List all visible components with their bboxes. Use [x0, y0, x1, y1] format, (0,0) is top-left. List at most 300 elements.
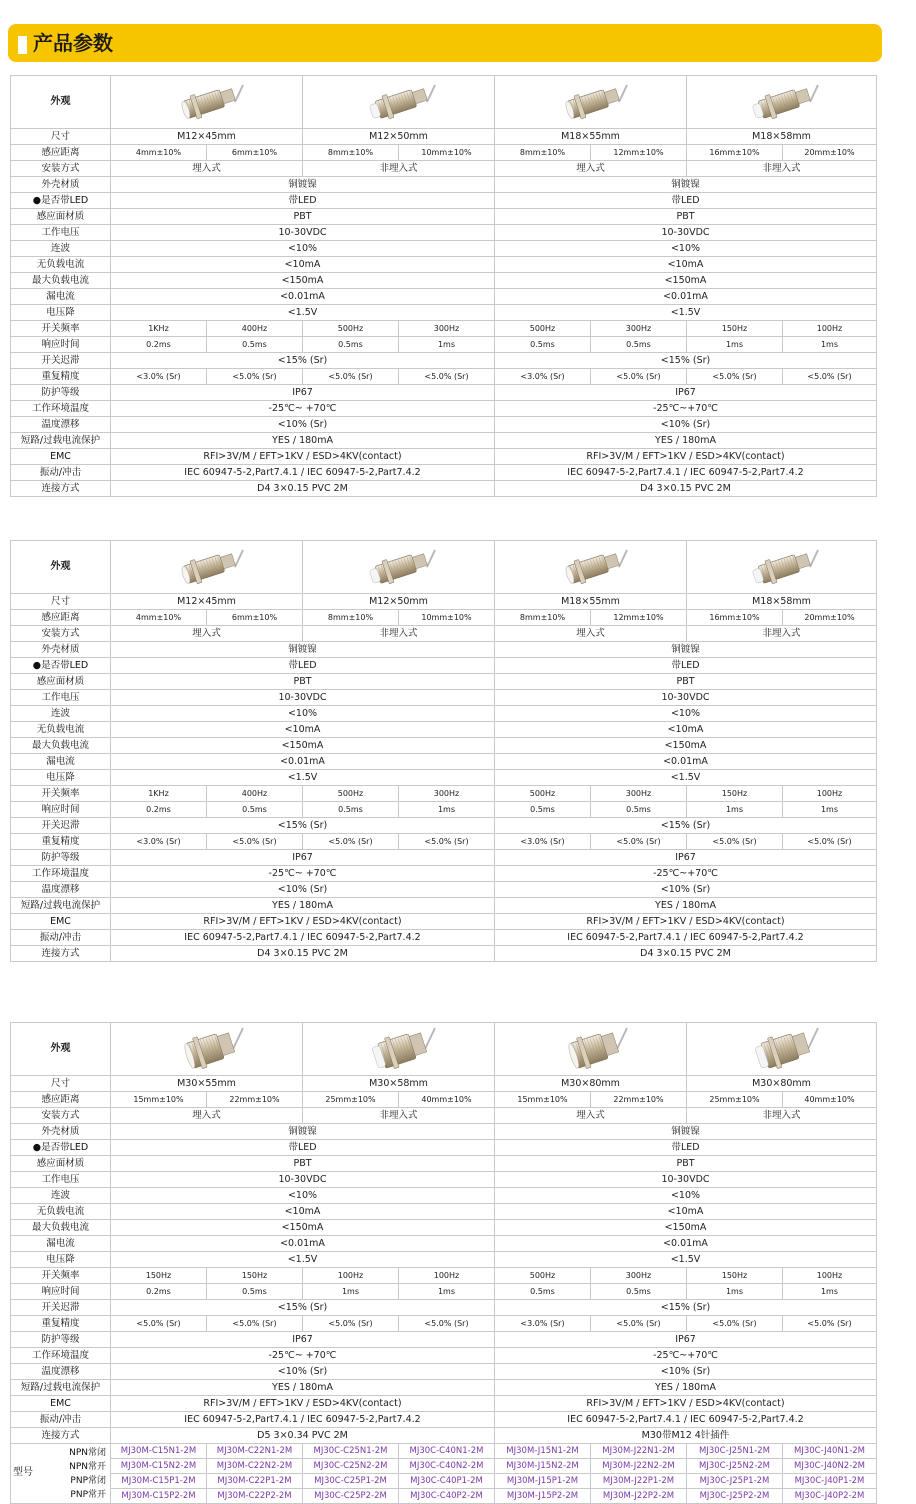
model-number: MJ30C-J25P1-2M	[687, 1474, 783, 1489]
label-led: ●是否带LED	[11, 1140, 111, 1156]
label-distance: 感应距离	[11, 1092, 111, 1108]
resp-value: 0.5ms	[303, 337, 399, 353]
repeat-value: <5.0% (Sr)	[111, 1316, 207, 1332]
repeat-value: <3.0% (Sr)	[495, 369, 591, 385]
row-shell	[11, 642, 877, 658]
repeat-value: <5.0% (Sr)	[303, 369, 399, 385]
row-protect	[11, 385, 877, 401]
label-distance: 感应距离	[11, 145, 111, 161]
size-value: M30×80mm	[495, 1076, 687, 1092]
noload-value: <10mA	[111, 1204, 495, 1220]
vib-value: IEC 60947-5-2,Part7.4.1 / IEC 60947-5-2,Part7.4.2	[495, 1412, 877, 1428]
freq-value: 500Hz	[495, 1268, 591, 1284]
sensor-image-cell	[111, 1023, 303, 1076]
drift-value: <10% (Sr)	[495, 882, 877, 898]
label-size: 尺寸	[11, 1076, 111, 1092]
resp-value: 1ms	[303, 1284, 399, 1300]
row-noload	[11, 1204, 877, 1220]
row-temp	[11, 866, 877, 882]
drift-value: <10% (Sr)	[495, 1364, 877, 1380]
face-value: PBT	[495, 1156, 877, 1172]
sensor-product-image	[167, 544, 247, 590]
row-leak	[11, 754, 877, 770]
row-emc	[11, 914, 877, 930]
distance-value: 20mm±10%	[783, 610, 877, 626]
label-resp: 响应时间	[11, 802, 111, 818]
vib-value: IEC 60947-5-2,Part7.4.1 / IEC 60947-5-2,Part7.4.2	[495, 930, 877, 946]
install-value: 埋入式	[111, 161, 303, 177]
label-temp: 工作环境温度	[11, 866, 111, 882]
row-voltage	[11, 690, 877, 706]
row-vib	[11, 930, 877, 946]
short-value: YES / 180mA	[495, 433, 877, 449]
model-number: MJ30C-J40N2-2M	[783, 1459, 877, 1474]
label-resp: 响应时间	[11, 337, 111, 353]
freq-value: 150Hz	[687, 321, 783, 337]
sensor-product-image	[359, 544, 439, 590]
face-value: PBT	[111, 674, 495, 690]
shell-value: 铜镀镍	[111, 1124, 495, 1140]
row-appearance	[11, 76, 877, 129]
noload-value: <10mA	[111, 722, 495, 738]
section-header	[8, 24, 882, 62]
freq-value: 100Hz	[783, 786, 877, 802]
emc-value: RFI>3V/M / EFT>1KV / ESD>4KV(contact)	[111, 449, 495, 465]
freq-value: 500Hz	[495, 321, 591, 337]
row-drop	[11, 770, 877, 786]
resp-value: 1ms	[783, 337, 877, 353]
repeat-value: <5.0% (Sr)	[207, 369, 303, 385]
repeat-value: <5.0% (Sr)	[687, 369, 783, 385]
freq-value: 150Hz	[687, 1268, 783, 1284]
repeat-value: <5.0% (Sr)	[303, 834, 399, 850]
size-value: M18×58mm	[687, 129, 877, 145]
temp-value: -25℃~+70℃	[495, 1348, 877, 1364]
freq-value: 300Hz	[591, 1268, 687, 1284]
maxload-value: <150mA	[495, 273, 877, 289]
install-value: 非埋入式	[303, 626, 495, 642]
label-repeat: 重复精度	[11, 369, 111, 385]
row-drift	[11, 417, 877, 433]
sensor-product-image	[167, 79, 247, 125]
label-conn: 连接方式	[11, 1428, 111, 1444]
conn-value: D5 3×0.34 PVC 2M	[111, 1428, 495, 1444]
row-face	[11, 1156, 877, 1172]
label-shell: 外壳材质	[11, 177, 111, 193]
repeat-value: <5.0% (Sr)	[591, 369, 687, 385]
noload-value: <10mA	[495, 722, 877, 738]
resp-value: 0.2ms	[111, 337, 207, 353]
ripple-value: <10%	[111, 706, 495, 722]
sensor-product-image	[742, 79, 822, 125]
label-shell: 外壳材质	[11, 1124, 111, 1140]
freq-value: 100Hz	[303, 1268, 399, 1284]
sensor-product-image	[742, 1026, 822, 1072]
label-protect: 防护等级	[11, 385, 111, 401]
protect-value: IP67	[111, 1332, 495, 1348]
distance-value: 40mm±10%	[399, 1092, 495, 1108]
row-protect	[11, 1332, 877, 1348]
row-led	[11, 1140, 877, 1156]
distance-value: 4mm±10%	[111, 610, 207, 626]
row-install	[11, 626, 877, 642]
resp-value: 0.5ms	[303, 802, 399, 818]
freq-value: 150Hz	[111, 1268, 207, 1284]
label-voltage: 工作电压	[11, 1172, 111, 1188]
resp-value: 1ms	[687, 802, 783, 818]
label-drop: 电压降	[11, 770, 111, 786]
label-leak: 漏电流	[11, 1236, 111, 1252]
ripple-value: <10%	[495, 706, 877, 722]
resp-value: 0.5ms	[591, 802, 687, 818]
row-vib	[11, 1412, 877, 1428]
model-number: MJ30M-J22P2-2M	[591, 1489, 687, 1504]
protect-value: IP67	[111, 385, 495, 401]
leak-value: <0.01mA	[495, 754, 877, 770]
repeat-value: <5.0% (Sr)	[591, 1316, 687, 1332]
temp-value: -25℃~ +70℃	[111, 401, 495, 417]
row-face	[11, 674, 877, 690]
label-drop: 电压降	[11, 305, 111, 321]
freq-value: 300Hz	[591, 786, 687, 802]
voltage-value: 10-30VDC	[111, 225, 495, 241]
label-appearance: 外观	[11, 541, 111, 594]
leak-value: <0.01mA	[495, 1236, 877, 1252]
model-number: MJ30C-C40N2-2M	[399, 1459, 495, 1474]
row-vib	[11, 465, 877, 481]
distance-value: 25mm±10%	[303, 1092, 399, 1108]
label-ripple: 连波	[11, 1188, 111, 1204]
label-conn: 连接方式	[11, 946, 111, 962]
repeat-value: <3.0% (Sr)	[495, 1316, 591, 1332]
label-repeat: 重复精度	[11, 1316, 111, 1332]
label-short: 短路/过载电流保护	[11, 1380, 111, 1396]
row-repeat	[11, 369, 877, 385]
model-number: MJ30C-J40N1-2M	[783, 1444, 877, 1459]
label-ripple: 连波	[11, 241, 111, 257]
drift-value: <10% (Sr)	[495, 417, 877, 433]
distance-value: 8mm±10%	[303, 610, 399, 626]
label-appearance: 外观	[11, 1023, 111, 1076]
hyst-value: <15% (Sr)	[495, 1300, 877, 1316]
label-temp: 工作环境温度	[11, 1348, 111, 1364]
emc-value: RFI>3V/M / EFT>1KV / ESD>4KV(contact)	[111, 1396, 495, 1412]
row-size	[11, 1076, 877, 1092]
size-value: M12×45mm	[111, 129, 303, 145]
row-distance	[11, 610, 877, 626]
led-value: 带LED	[495, 658, 877, 674]
maxload-value: <150mA	[111, 273, 495, 289]
model-number: MJ30C-C25N2-2M	[303, 1459, 399, 1474]
leak-value: <0.01mA	[495, 289, 877, 305]
label-model	[11, 1444, 111, 1504]
row-install	[11, 1108, 877, 1124]
maxload-value: <150mA	[495, 738, 877, 754]
row-freq	[11, 321, 877, 337]
row-freq	[11, 1268, 877, 1284]
model-number: MJ30M-C22N1-2M	[207, 1444, 303, 1459]
label-install: 安装方式	[11, 1108, 111, 1124]
label-face: 感应面材质	[11, 1156, 111, 1172]
maxload-value: <150mA	[111, 738, 495, 754]
freq-value: 500Hz	[303, 786, 399, 802]
label-ripple: 连波	[11, 706, 111, 722]
model-number: MJ30M-C15N1-2M	[111, 1444, 207, 1459]
resp-value: 0.5ms	[495, 802, 591, 818]
resp-value: 0.2ms	[111, 802, 207, 818]
conn-value: D4 3×0.15 PVC 2M	[111, 481, 495, 497]
distance-value: 8mm±10%	[303, 145, 399, 161]
row-shell	[11, 1124, 877, 1140]
label-resp: 响应时间	[11, 1284, 111, 1300]
emc-value: RFI>3V/M / EFT>1KV / ESD>4KV(contact)	[495, 914, 877, 930]
row-model	[11, 1489, 877, 1504]
conn-value: D4 3×0.15 PVC 2M	[495, 481, 877, 497]
hyst-value: <15% (Sr)	[111, 353, 495, 369]
distance-value: 8mm±10%	[495, 610, 591, 626]
leak-value: <0.01mA	[111, 289, 495, 305]
resp-value: 0.5ms	[591, 337, 687, 353]
label-install: 安装方式	[11, 161, 111, 177]
header-mark	[18, 36, 27, 54]
install-value: 非埋入式	[687, 626, 877, 642]
label-hyst: 开关迟滞	[11, 1300, 111, 1316]
install-value: 非埋入式	[303, 161, 495, 177]
label-install: 安装方式	[11, 626, 111, 642]
row-conn	[11, 481, 877, 497]
label-led: ●是否带LED	[11, 658, 111, 674]
label-drop: 电压降	[11, 1252, 111, 1268]
row-short	[11, 898, 877, 914]
repeat-value: <5.0% (Sr)	[783, 834, 877, 850]
emc-value: RFI>3V/M / EFT>1KV / ESD>4KV(contact)	[111, 914, 495, 930]
freq-value: 300Hz	[399, 786, 495, 802]
model-number: MJ30M-C15P1-2M	[111, 1474, 207, 1489]
label-distance: 感应距离	[11, 610, 111, 626]
model-number: MJ30M-J15N2-2M	[495, 1459, 591, 1474]
distance-value: 4mm±10%	[111, 145, 207, 161]
install-value: 埋入式	[495, 161, 687, 177]
vib-value: IEC 60947-5-2,Part7.4.1 / IEC 60947-5-2,Part7.4.2	[111, 1412, 495, 1428]
resp-value: 0.5ms	[591, 1284, 687, 1300]
label-drift: 温度漂移	[11, 1364, 111, 1380]
freq-value: 100Hz	[783, 1268, 877, 1284]
distance-value: 6mm±10%	[207, 610, 303, 626]
row-conn	[11, 946, 877, 962]
label-freq: 开关频率	[11, 1268, 111, 1284]
resp-value: 0.5ms	[207, 1284, 303, 1300]
row-emc	[11, 1396, 877, 1412]
resp-value: 1ms	[687, 1284, 783, 1300]
row-maxload	[11, 273, 877, 289]
resp-value: 1ms	[687, 337, 783, 353]
ripple-value: <10%	[495, 1188, 877, 1204]
model-number: MJ30C-C25P1-2M	[303, 1474, 399, 1489]
temp-value: -25℃~+70℃	[495, 401, 877, 417]
model-number: MJ30M-J15P2-2M	[495, 1489, 591, 1504]
repeat-value: <5.0% (Sr)	[591, 834, 687, 850]
distance-value: 10mm±10%	[399, 145, 495, 161]
row-temp	[11, 401, 877, 417]
sensor-image-cell	[687, 541, 877, 594]
row-resp	[11, 1284, 877, 1300]
vib-value: IEC 60947-5-2,Part7.4.1 / IEC 60947-5-2,Part7.4.2	[111, 465, 495, 481]
freq-value: 400Hz	[207, 321, 303, 337]
model-number: MJ30C-C40P2-2M	[399, 1489, 495, 1504]
sensor-image-cell	[303, 1023, 495, 1076]
emc-value: RFI>3V/M / EFT>1KV / ESD>4KV(contact)	[495, 1396, 877, 1412]
sensor-image-cell	[303, 541, 495, 594]
repeat-value: <5.0% (Sr)	[399, 369, 495, 385]
vib-value: IEC 60947-5-2,Part7.4.1 / IEC 60947-5-2,Part7.4.2	[111, 930, 495, 946]
row-noload	[11, 257, 877, 273]
row-distance	[11, 145, 877, 161]
row-maxload	[11, 1220, 877, 1236]
label-drift: 温度漂移	[11, 882, 111, 898]
sensor-image-cell	[111, 541, 303, 594]
row-ripple	[11, 1188, 877, 1204]
freq-value: 150Hz	[687, 786, 783, 802]
label-protect: 防护等级	[11, 1332, 111, 1348]
sensor-image-cell	[687, 1023, 877, 1076]
short-value: YES / 180mA	[495, 1380, 877, 1396]
model-number: MJ30C-J25N1-2M	[687, 1444, 783, 1459]
page-title: 产品参数	[33, 31, 113, 55]
repeat-value: <5.0% (Sr)	[207, 834, 303, 850]
row-hyst	[11, 1300, 877, 1316]
resp-value: 1ms	[399, 1284, 495, 1300]
row-led	[11, 658, 877, 674]
model-number: MJ30M-J15P1-2M	[495, 1474, 591, 1489]
distance-value: 8mm±10%	[495, 145, 591, 161]
voltage-value: 10-30VDC	[495, 690, 877, 706]
label-shell: 外壳材质	[11, 642, 111, 658]
row-freq	[11, 786, 877, 802]
sensor-image-cell	[495, 76, 687, 129]
freq-value: 100Hz	[399, 1268, 495, 1284]
protect-value: IP67	[495, 1332, 877, 1348]
led-value: 带LED	[495, 1140, 877, 1156]
repeat-value: <5.0% (Sr)	[207, 1316, 303, 1332]
label-voltage: 工作电压	[11, 225, 111, 241]
model-type-label: PNP常开	[70, 1489, 106, 1500]
drop-value: <1.5V	[495, 770, 877, 786]
resp-value: 1ms	[783, 802, 877, 818]
sensor-image-cell	[495, 541, 687, 594]
row-drop	[11, 1252, 877, 1268]
model-number: MJ30C-C40N1-2M	[399, 1444, 495, 1459]
install-value: 埋入式	[111, 626, 303, 642]
row-noload	[11, 722, 877, 738]
row-ripple	[11, 241, 877, 257]
label-led: ●是否带LED	[11, 193, 111, 209]
size-value: M12×45mm	[111, 594, 303, 610]
sensor-product-image	[742, 544, 822, 590]
distance-value: 16mm±10%	[687, 610, 783, 626]
row-face	[11, 209, 877, 225]
model-number: MJ30C-C25N1-2M	[303, 1444, 399, 1459]
drift-value: <10% (Sr)	[111, 417, 495, 433]
row-model	[11, 1474, 877, 1489]
row-voltage	[11, 1172, 877, 1188]
sensor-image-cell	[495, 1023, 687, 1076]
noload-value: <10mA	[111, 257, 495, 273]
label-size: 尺寸	[11, 594, 111, 610]
row-model	[11, 1459, 877, 1474]
row-short	[11, 1380, 877, 1396]
distance-value: 25mm±10%	[687, 1092, 783, 1108]
distance-value: 15mm±10%	[495, 1092, 591, 1108]
distance-value: 12mm±10%	[591, 610, 687, 626]
protect-value: IP67	[111, 850, 495, 866]
row-resp	[11, 337, 877, 353]
maxload-value: <150mA	[495, 1220, 877, 1236]
hyst-value: <15% (Sr)	[495, 818, 877, 834]
noload-value: <10mA	[495, 1204, 877, 1220]
distance-value: 12mm±10%	[591, 145, 687, 161]
distance-value: 15mm±10%	[111, 1092, 207, 1108]
label-short: 短路/过载电流保护	[11, 898, 111, 914]
row-conn	[11, 1428, 877, 1444]
size-value: M30×55mm	[111, 1076, 303, 1092]
repeat-value: <5.0% (Sr)	[783, 1316, 877, 1332]
row-repeat	[11, 1316, 877, 1332]
repeat-value: <3.0% (Sr)	[495, 834, 591, 850]
row-protect	[11, 850, 877, 866]
led-value: 带LED	[495, 193, 877, 209]
conn-value: D4 3×0.15 PVC 2M	[111, 946, 495, 962]
label-appearance: 外观	[11, 76, 111, 129]
short-value: YES / 180mA	[111, 433, 495, 449]
label-freq: 开关频率	[11, 321, 111, 337]
ripple-value: <10%	[111, 241, 495, 257]
ripple-value: <10%	[111, 1188, 495, 1204]
install-value: 非埋入式	[303, 1108, 495, 1124]
size-value: M30×80mm	[687, 1076, 877, 1092]
resp-value: 0.5ms	[495, 337, 591, 353]
model-type-label: PNP常闭	[70, 1475, 106, 1486]
label-maxload: 最大负载电流	[11, 1220, 111, 1236]
row-voltage	[11, 225, 877, 241]
label-maxload: 最大负载电流	[11, 738, 111, 754]
distance-value: 22mm±10%	[591, 1092, 687, 1108]
row-leak	[11, 1236, 877, 1252]
label-emc: EMC	[11, 1396, 111, 1412]
model-number: MJ30C-J25P2-2M	[687, 1489, 783, 1504]
distance-value: 16mm±10%	[687, 145, 783, 161]
row-shell	[11, 177, 877, 193]
size-value: M30×58mm	[303, 1076, 495, 1092]
distance-value: 22mm±10%	[207, 1092, 303, 1108]
row-resp	[11, 802, 877, 818]
model-type-label: NPN常开	[69, 1461, 106, 1472]
row-appearance	[11, 541, 877, 594]
sensor-product-image	[359, 79, 439, 125]
model-number: MJ30M-J22N1-2M	[591, 1444, 687, 1459]
drop-value: <1.5V	[495, 1252, 877, 1268]
protect-value: IP67	[495, 385, 877, 401]
face-value: PBT	[495, 209, 877, 225]
repeat-value: <5.0% (Sr)	[687, 834, 783, 850]
face-value: PBT	[111, 1156, 495, 1172]
model-number: MJ30C-C40P1-2M	[399, 1474, 495, 1489]
resp-value: 1ms	[783, 1284, 877, 1300]
row-led	[11, 193, 877, 209]
sensor-product-image	[167, 1026, 247, 1072]
drop-value: <1.5V	[111, 1252, 495, 1268]
spec-table-2	[10, 540, 877, 962]
sensor-product-image	[359, 1026, 439, 1072]
